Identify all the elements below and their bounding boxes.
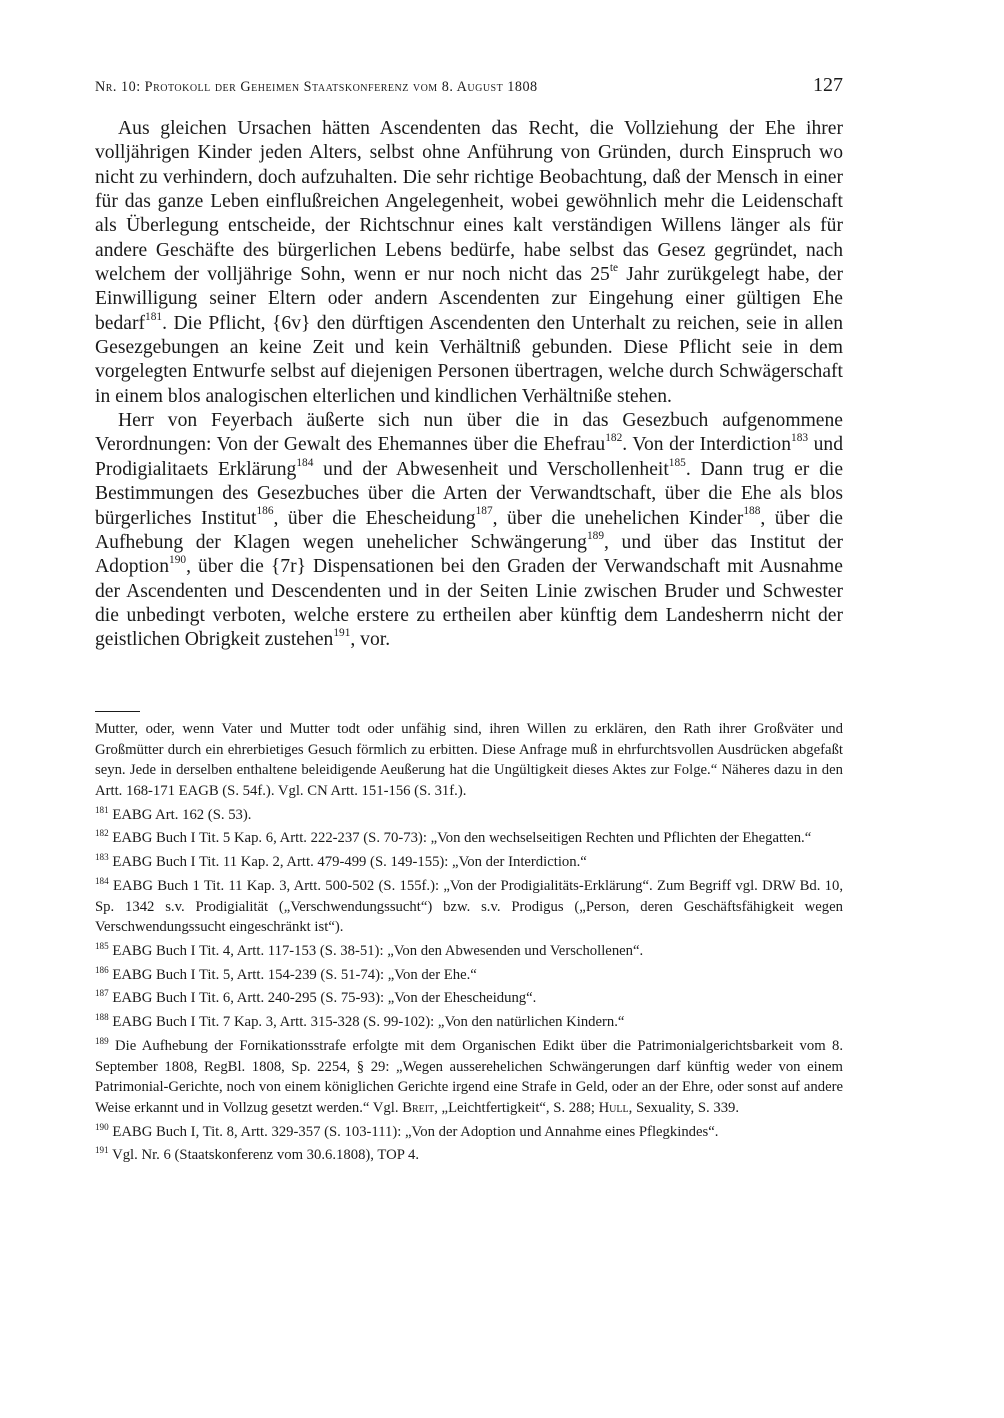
- footnote-191: $^{191}$ Vgl. Nr. 6 (Staatskonferenz vom 30.6.1808), TOP 4.: [95, 1145, 420, 1164]
- footnote-ref-182[interactable]: 182: [605, 432, 623, 445]
- footnote-185: $^{185}$ EABG Buch I Tit. 4, Artt. 117-153 (S. 38-51): „Von den Abwesenden und Verschollenen“.: [95, 940, 644, 959]
- footnote-ref-184[interactable]: 184: [296, 456, 314, 469]
- footnote-ref-191[interactable]: 191: [333, 626, 351, 639]
- footnote-ref-181[interactable]: 181: [145, 310, 163, 323]
- running-head: [95, 74, 843, 97]
- main-text: [95, 117, 843, 653]
- footnote-ref-190[interactable]: 190: [169, 553, 187, 566]
- paragraph-2: Herr von Feyerbach äußerte sich nun über die in das Gesezbuch aufgenommene Verordnungen: Von der Gewalt des Ehemannes über die Ehefrau$^{182}$. Von der Interdiction$^{183}$ und Prodigialitaets Erklärung$^{184}$ und der Abwesenheit und Verschollenheit$^{185}$. Dann trug er die Bestimmungen des Gesezbuches über die Arten der Verwandtschaft, über die Ehe als blos bürgerliches Institut$^{186}$, über die Ehescheidung$^{187}$, über die unehelichen Kinder$^{188}$, über die Aufhebung der Klagen wegen unehelicher Schwängerung$^{189}$, und über das Institut der Adoption$^{190}$, über die {7r} Dispensationen bei den Graden der Verwandschaft mit Ausnahme der Ascendenten und Descendenten und in der Seiten Linie zwischen Bruder und Schwester die unbedingt verboten, welche erstere zu ertheilen aber künftig dem Landesherrn nicht der geistlichen Obrigkeit zustehen$^{191}$, vor.: [95, 410, 844, 651]
- footnote-continuation: Mutter, oder, wenn Vater und Mutter todt oder unfähig sind, ihren Willen zu erklären, den Rath ihrer Großväter und Großmütter durch ein ehrerbietiges Gesuch förmlich zu erbitten. Diese Anfrage muß in ehrfurchtsvollen Ausdrücken abgefaßt seyn. Jede in derselben enthaltene beleidigende Aeußerung hat die Ungültigkeit dieses Aktes zur Folge.“ Näheres dazu in den Artt. 168-171 EAGB (S. 54f.). Vgl. CN Artt. 151-156 (S. 31f.).: [95, 721, 843, 799]
- paragraph-1: Aus gleichen Ursachen hätten Ascendenten das Recht, die Vollziehung der Ehe ihrer volljährigen Kinder jeden Alters, selbst ohne Anführung von Gründen, durch Einspruch wo nicht zu verhindern, doch aufzuhalten. Die sehr richtige Beobachtung, daß der Mensch in einer für das ganze Leben einflußreichen Angelegenheit, wobei gewöhnlich mehr die Leidenschaft als Überlegung entscheide, der Richtschnur eines kalt verständigen Willens länger als für andere Geschäfte des bürgerlichen Lebens bedürfe, habe selbst das Gesez gegründet, nach welchem der volljährige Sohn, wenn er nur noch nicht das $25^{te}$ Jahr zurükgelegt habe, der Einwilligung seiner Eltern oder andern Ascendenten zur Eingehung einer gültigen Ehe bedarf$^{181}$. Die Pflicht, {6v} den dürftigen Ascendenten den Unterhalt zu reichen, seie in allen Gesezgebungen an keine Zeit und kein Verhältniß gebunden. Diese Pflicht seie in dem vorgelegten Entwurfe selbst auf diejenigen Personen übertragen, welche durch Schwägerschaft in einem blos analogischen elterlichen und kindlichen Verhältniße stehen.: [95, 118, 843, 407]
- author-hull: Hull: [598, 1099, 629, 1116]
- author-breit: Breit: [402, 1099, 435, 1116]
- superscript-te: te: [609, 261, 619, 274]
- footnote-183: $^{183}$ EABG Buch I Tit. 11 Kap. 2, Artt. 479-499 (S. 149-155): „Von der Interdiction.“: [95, 852, 587, 871]
- footnote-184: $^{184}$ EABG Buch 1 Tit. 11 Kap. 3, Artt. 500-502 (S. 155f.): „Von der Prodigialitäts-Erklärung“. Zum Begriff vgl. DRW Bd. 10, Sp. 1342 s.v. Prodigialität („Verschwendungssucht“) bzw. s.v. Prodigus („Person, deren Geschäftsfähigkeit wegen Verschwendungssucht eingeschränkt ist“).: [95, 876, 844, 936]
- running-head-title: Nr. 10: Protokoll der Geheimen Staatskonferenz vom 8. August 1808: [95, 79, 538, 95]
- footnote-separator: [95, 711, 140, 712]
- page-number: 127: [813, 74, 843, 96]
- footnote-ref-186[interactable]: 186: [256, 505, 274, 518]
- footnote-186: $^{186}$ EABG Buch I Tit. 5, Artt. 154-239 (S. 51-74): „Von der Ehe.“: [95, 964, 477, 983]
- footnote-190: $^{190}$ EABG Buch I, Tit. 8, Artt. 329-357 (S. 103-111): „Von der Adoption und Annahme eines Pflegkindes“.: [95, 1121, 719, 1140]
- footnote-ref-187[interactable]: 187: [475, 505, 493, 518]
- footnote-ref-185[interactable]: 185: [668, 456, 686, 469]
- footnotes: [95, 719, 843, 1169]
- footnote-ref-188[interactable]: 188: [743, 505, 761, 518]
- footnote-ref-183[interactable]: 183: [791, 432, 809, 445]
- footnote-181: $^{181}$ EABG Art. 162 (S. 53).: [95, 804, 252, 823]
- footnote-ref-189[interactable]: 189: [586, 529, 604, 542]
- footnote-182: $^{182}$ EABG Buch I Tit. 5 Kap. 6, Artt. 222-237 (S. 70-73): „Von den wechselseitigen Rechten und Pflichten der Ehegatten.“: [95, 828, 812, 847]
- footnote-188: $^{188}$ EABG Buch I Tit. 7 Kap. 3, Artt. 315-328 (S. 99-102): „Von den natürlichen Kindern.“: [95, 1012, 625, 1031]
- footnote-189: $^{189}$ Die Aufhebung der Fornikationsstrafe erfolgte mit dem Organischen Edikt über die Patrimonialgerichtsbarkeit vom 8. September 1808, RegBl. 1808, Sp. 2254, § 29: „Wegen ausserehelichen Schwängerungen darf künftig weder von einem Patrimonial-Gerichte, noch von einem königlichen Gerichte irgend eine Strafe in Geld, oder an der Ehre, oder sonst auf andere Weise erkannt und in Vollzug gesetzt werden.“ Vgl. Breit, „Leichtfertigkeit“, S. 288; Hull, Sexuality, S. 339.: [95, 1036, 843, 1116]
- footnote-187: $^{187}$ EABG Buch I Tit. 6, Artt. 240-295 (S. 75-93): „Von der Ehescheidung“.: [95, 988, 537, 1007]
